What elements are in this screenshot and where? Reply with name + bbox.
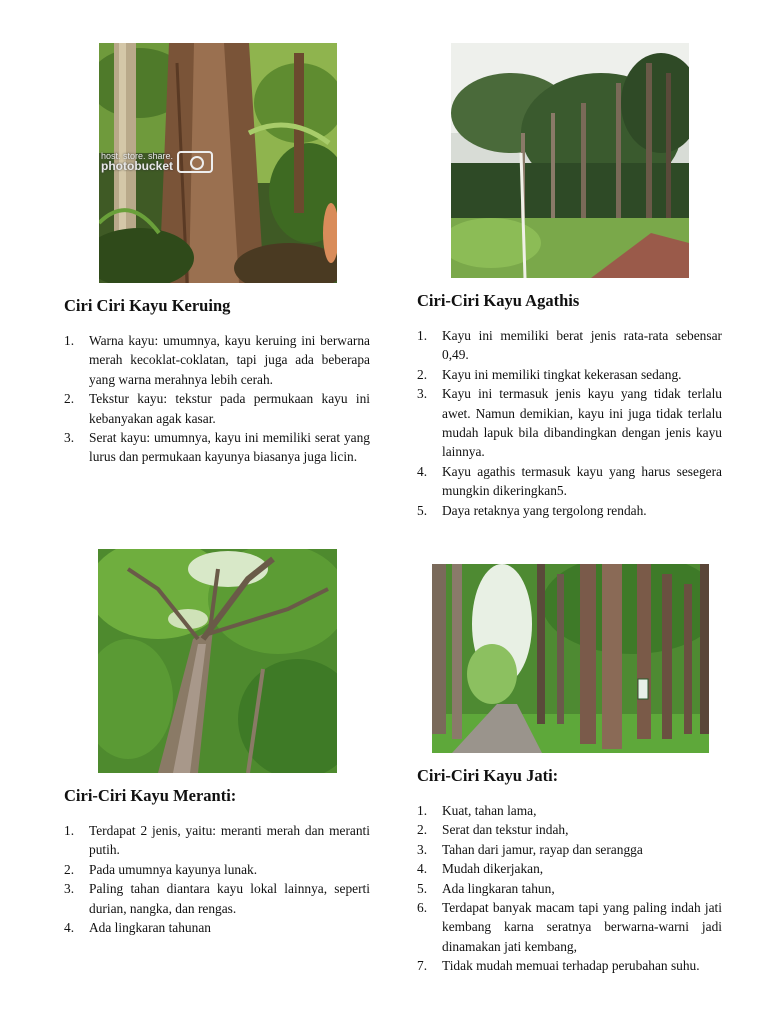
list-keruing — [64, 331, 370, 467]
list-item: 3. Paling tahan diantara kayu lokal lainnya, seperti durian, nangka, dan rengas. — [64, 881, 370, 916]
forest-photo-meranti — [98, 549, 337, 773]
list-item: 5. Daya retaknya yang tergolong rendah. — [417, 502, 647, 518]
camera-icon — [177, 151, 213, 173]
photo-jati-road — [432, 564, 709, 753]
list-item: 3. Tahan dari jamur, rayap dan serangga — [417, 841, 643, 857]
photobucket-watermark — [101, 151, 173, 171]
list-item: 7. Tidak mudah memuai terhadap perubahan suhu. — [417, 958, 700, 974]
heading-agathis: Ciri-Ciri Kayu Agathis — [417, 291, 580, 310]
watermark-logo-text: photobucket — [101, 159, 173, 173]
list-item: 2. Tekstur kayu: tekstur pada permukaan kayu ini kebanyakan agak kasar. — [64, 391, 370, 426]
photo-agathis-forest — [451, 43, 689, 278]
list-item: 2. Pada umumnya kayunya lunak. — [64, 861, 258, 877]
list-item: 4. Kayu agathis termasuk kayu yang harus sesegera mungkin dikeringkan5. — [417, 463, 722, 499]
list-item: 5. Ada lingkaran tahun, — [417, 880, 555, 896]
list-item: 4. Ada lingkaran tahunan — [64, 920, 211, 936]
heading-keruing: Ciri Ciri Kayu Keruing — [64, 296, 231, 315]
list-item: 1. Kayu ini memiliki berat jenis rata-rata sebensar 0,49. — [417, 328, 722, 363]
list-item: 6. Terdapat banyak macam tapi yang paling indah jati kembang karna seratnya berwarna-warni jadi dinamakan jati kembang, — [417, 900, 722, 954]
list-item: 1. Terdapat 2 jenis, yaitu: meranti merah dan meranti putih. — [64, 823, 370, 858]
list-jati — [417, 801, 722, 976]
list-item: 1. Warna kayu: umumnya, kayu keruing ini berwarna merah kecoklat-coklatan, tapi juga ada beberapa yang warna merahnya lebih cerah. — [64, 333, 370, 387]
forest-photo-jati — [432, 564, 709, 753]
list-meranti — [64, 821, 370, 937]
photo-meranti-tree — [98, 549, 337, 773]
heading-meranti: Ciri-Ciri Kayu Meranti: — [64, 786, 237, 805]
list-item: 2. Serat dan tekstur indah, — [417, 822, 569, 838]
forest-photo-agathis — [451, 43, 689, 278]
list-item: 4. Mudah dikerjakan, — [417, 861, 544, 877]
list-agathis — [417, 326, 722, 520]
photo-keruing-tree — [99, 43, 337, 283]
list-item: 3. Serat kayu: umumnya, kayu ini memiliki serat yang lurus dan permukaan kayunya biasanya juga licin. — [64, 430, 370, 465]
list-item: 2. Kayu ini memiliki tingkat kekerasan sedang. — [417, 366, 682, 382]
watermark-tagline: host. store. share. — [101, 151, 174, 161]
list-item: 1. Kuat, tahan lama, — [417, 803, 537, 818]
list-item: 3. Kayu ini termasuk jenis kayu yang tidak terlalu awet. Namun demikian, kayu ini juga tidak terlalu mudah lapuk bila dibandingkan dengan jenis kayu lainnya. — [417, 386, 722, 460]
heading-jati: Ciri-Ciri Kayu Jati: — [417, 766, 559, 785]
